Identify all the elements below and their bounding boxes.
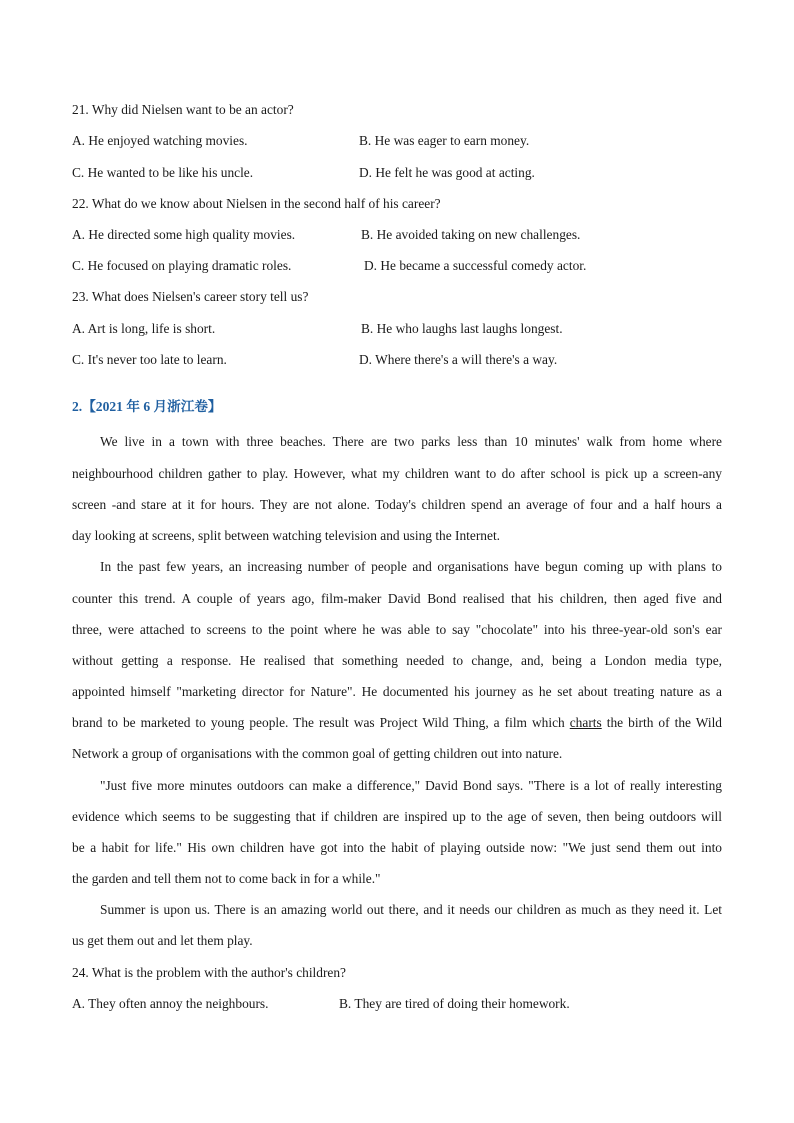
question-22-option-b: B. He avoided taking on new challenges. — [361, 227, 581, 242]
question-24-option-a: A. They often annoy the neighbours. — [72, 996, 269, 1011]
passage-line: us get them out and let them play. — [72, 933, 253, 948]
passage-line: without getting a response. He realised that something needed to change, and, being a London media type, — [72, 653, 722, 668]
question-22-option-d: D. He became a successful comedy actor. — [364, 258, 587, 273]
passage-line: Summer is upon us. There is an amazing world out there, and it needs our children as much as they need it. Let — [100, 902, 722, 917]
passage-line: "Just five more minutes outdoors can make a difference," David Bond says. "There is a lot of really interesting — [100, 778, 722, 793]
passage-line: counter this trend. A couple of years ago, film-maker David Bond realised that his children, then aged five and — [72, 591, 722, 606]
section-heading: 2.【2021 年 6 月浙江卷】 — [72, 399, 222, 414]
passage-line: appointed himself "marketing director for Nature". He documented his journey as he set about treating nature as a — [72, 684, 722, 699]
question-24-stem: 24. What is the problem with the author's children? — [72, 965, 347, 980]
passage-line: the garden and tell them not to come back in for a while." — [72, 871, 381, 886]
question-23-option-b: B. He who laughs last laughs longest. — [361, 321, 563, 336]
question-23-option-a: A. Art is long, life is short. — [72, 321, 216, 336]
question-21-option-a: A. He enjoyed watching movies. — [72, 133, 248, 148]
question-21-option-c: C. He wanted to be like his uncle. — [72, 165, 254, 180]
passage-line: day looking at screens, split between watching television and using the Internet. — [72, 528, 501, 543]
passage-line-with-underline — [72, 715, 722, 731]
underlined-word-charts: charts — [569, 715, 602, 730]
question-22-option-a: A. He directed some high quality movies. — [72, 227, 296, 242]
question-23-stem: 23. What does Nielsen's career story tell us? — [72, 289, 309, 304]
passage-line: screen -and stare at it for hours. They are not alone. Today's children spend an average of four and a half hours a — [72, 497, 722, 512]
passage-text: the birth of the Wild — [606, 715, 722, 730]
passage-line: evidence which seems to be suggesting that if children are inspired up to the age of seven, then being outdoors will — [72, 809, 722, 824]
question-21-option-b: B. He was eager to earn money. — [359, 133, 530, 148]
passage-line: three, were attached to screens to the point where he was able to say "chocolate" into his three-year-old son's ear — [72, 622, 722, 637]
passage-line: In the past few years, an increasing number of people and organisations have begun coming up with plans to — [100, 559, 722, 574]
question-21-option-d: D. He felt he was good at acting. — [359, 165, 535, 180]
passage-line: neighbourhood children gather to play. However, what my children want to do after school is pick up a screen-any — [72, 466, 722, 481]
question-24-option-b: B. They are tired of doing their homework. — [339, 996, 570, 1011]
question-23-option-c: C. It's never too late to learn. — [72, 352, 227, 367]
passage-text: brand to be marketed to young people. The result was Project Wild Thing, a film which — [72, 715, 565, 730]
question-22-stem: 22. What do we know about Nielsen in the second half of his career? — [72, 196, 441, 211]
question-23-option-d: D. Where there's a will there's a way. — [359, 352, 558, 367]
question-22-option-c: C. He focused on playing dramatic roles. — [72, 258, 292, 273]
passage-line: Network a group of organisations with the common goal of getting children out into nature. — [72, 746, 563, 761]
passage-line: We live in a town with three beaches. There are two parks less than 10 minutes' walk from home where — [100, 434, 722, 449]
question-21-stem: 21. Why did Nielsen want to be an actor? — [72, 102, 294, 117]
passage-line: be a habit for life." His own children have got into the habit of playing outside now: "We just send them out into — [72, 840, 722, 855]
